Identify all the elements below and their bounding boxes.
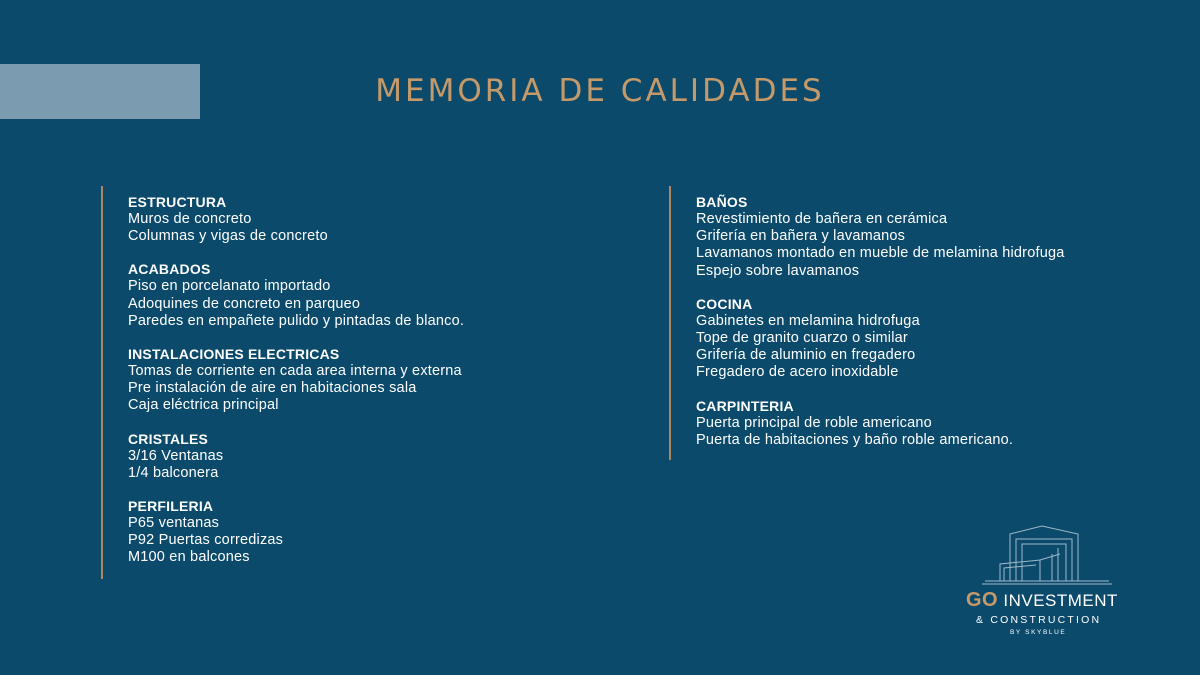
section-cocina <box>696 296 1176 382</box>
list-item: 1/4 balconera <box>128 464 219 481</box>
list-item: Revestimiento de bañera en cerámica <box>696 211 948 227</box>
logo-construction: & CONSTRUCTION <box>976 614 1102 626</box>
section-title: CARPINTERIA <box>696 397 794 414</box>
section-carpinteria <box>696 398 1176 449</box>
section-title: ACABADOS <box>128 261 211 278</box>
list-item: Paredes en empañete pulido y pintadas de blanco. <box>128 312 465 329</box>
list-item: Caja eléctrica principal <box>128 397 279 414</box>
list-item: 3/16 Ventanas <box>128 447 224 464</box>
list-item: Tomas de corriente en cada area interna y externa <box>128 363 462 380</box>
logo-wordmark <box>966 589 1118 612</box>
list-item: Pre instalación de aire en habitaciones sala <box>128 380 417 397</box>
page-title: MEMORIA DE CALIDADES <box>375 73 825 109</box>
list-item: Puerta de habitaciones y baño roble americano. <box>696 431 1014 448</box>
list-item: Gabinetes en melamina hidrofuga <box>696 312 920 329</box>
list-item: P92 Puertas corredizas <box>128 532 284 549</box>
section-title: ESTRUCTURA <box>128 194 227 210</box>
section-title: CRISTALES <box>128 430 209 447</box>
section-title: COCINA <box>696 295 753 312</box>
building-outline-icon <box>982 524 1112 586</box>
list-item: Fregadero de acero inoxidable <box>696 364 899 381</box>
list-item: Columnas y vigas de concreto <box>128 228 328 245</box>
list-item: Adoquines de concreto en parqueo <box>128 295 361 312</box>
logo-by-skyblue: BY SKYBLUE <box>1010 629 1067 636</box>
section-estructura <box>128 194 628 245</box>
list-item: Muros de concreto <box>128 211 252 227</box>
logo-investment: INVESTMENT <box>1003 591 1118 610</box>
list-item: Lavamanos montado en mueble de melamina hidrofuga <box>696 245 1065 262</box>
section-title: PERFILERIA <box>128 498 214 515</box>
section-cristales <box>128 431 628 482</box>
list-item: P65 ventanas <box>128 515 220 532</box>
right-column <box>669 186 1176 460</box>
list-item: Grifería en bañera y lavamanos <box>696 228 906 245</box>
section-title: BAÑOS <box>696 194 748 210</box>
list-item: Grifería de aluminio en fregadero <box>696 347 916 364</box>
section-instalaciones-electricas <box>128 346 628 415</box>
company-logo <box>958 520 1138 660</box>
section-acabados <box>128 261 628 330</box>
section-perfileria <box>128 498 628 567</box>
list-item: Puerta principal de roble americano <box>696 414 932 431</box>
list-item: Piso en porcelanato importado <box>128 278 331 295</box>
list-item: Tope de granito cuarzo o similar <box>696 330 908 347</box>
section-banos <box>696 194 1176 280</box>
list-item: Espejo sobre lavamanos <box>696 262 860 279</box>
left-column <box>101 186 628 579</box>
logo-go: GO <box>966 589 999 611</box>
section-title: INSTALACIONES ELECTRICAS <box>128 346 340 363</box>
list-item: M100 en balcones <box>128 549 250 566</box>
